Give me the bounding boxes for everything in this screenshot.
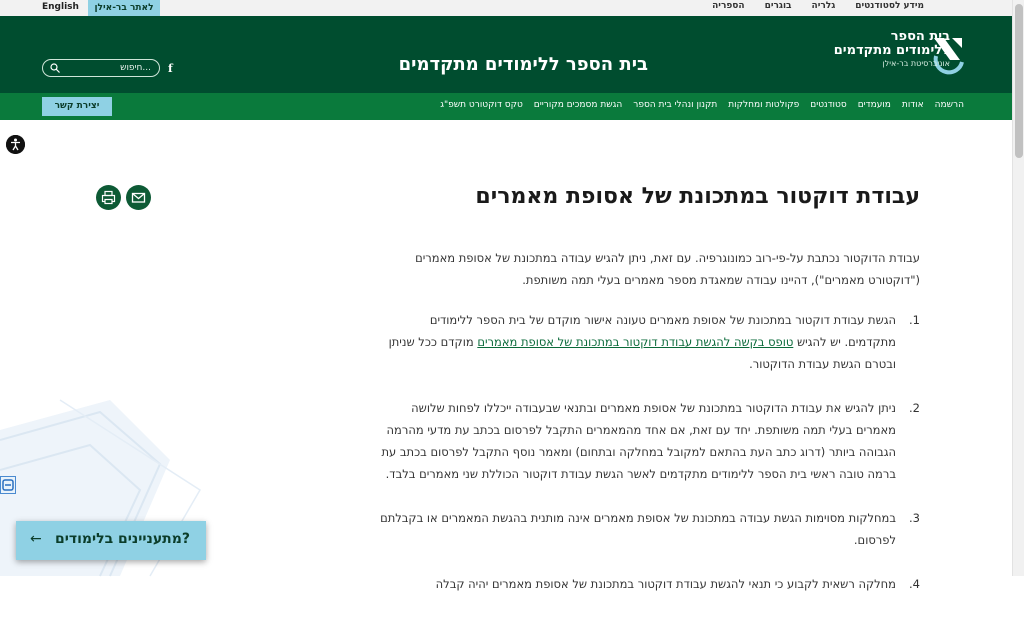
list-item bbox=[380, 309, 920, 375]
top-links bbox=[712, 1, 924, 11]
print-button[interactable] bbox=[96, 185, 121, 210]
header-title: בית הספר ללימודים מתקדמים bbox=[398, 54, 648, 75]
top-link-alumni[interactable]: בוגרים bbox=[764, 1, 792, 11]
nav-items bbox=[440, 100, 964, 110]
list-item-text: ניתן להגיש את עבודת הדוקטור במתכונת של אסופת מאמרים ובתנאי שבעבודה ייכללו לפחות שלושה מאמרים בעלי תמה משותפת. יחד עם זאת, אם אחד מהמאמרים התקבל לפרסום בכתב עת מדעי מהרמה הגבוהה ביותר (דרוג כתב העת בהתאם למקובל במחלקה ובתחום) ומאמר נוסף התקבל לפרסום בכתב עת ברמה טובה ראשי בית הספר ללימודים מתקדמים לאשר הגשת עבודת דוקטור הכוללת שני מאמרים בלבד. bbox=[381, 401, 896, 481]
list-item-number: 3. bbox=[909, 511, 920, 525]
logo-text[interactable] bbox=[834, 30, 950, 70]
search-box bbox=[42, 59, 160, 77]
page-scrollbar[interactable] bbox=[1012, 0, 1024, 576]
contact-button[interactable]: יצירת קשר bbox=[42, 97, 112, 116]
list-item-number: 1. bbox=[909, 313, 920, 327]
top-link-library[interactable]: הספריה bbox=[712, 1, 745, 11]
main-nav bbox=[0, 93, 1012, 120]
envelope-icon bbox=[126, 185, 151, 210]
interest-in-studies-button[interactable] bbox=[16, 521, 206, 560]
nav-item-students[interactable]: סטודנטים bbox=[810, 100, 847, 110]
list-item bbox=[380, 397, 920, 485]
request-form-link[interactable]: טופס בקשה להגשת עבודת דוקטור במתכונת של אסופת מאמרים bbox=[477, 335, 794, 349]
bar-ilan-site-button[interactable]: לאתר בר-אילן bbox=[88, 0, 160, 16]
logo-line-2: ללימודים מתקדמים bbox=[833, 43, 950, 58]
list-item bbox=[380, 573, 920, 595]
nav-item-registration[interactable]: הרשמה bbox=[934, 100, 964, 110]
printer-icon bbox=[96, 185, 121, 210]
share-email-button[interactable] bbox=[126, 185, 151, 210]
arrow-left-icon: ← bbox=[30, 531, 42, 547]
logo-line-1: בית הספר bbox=[890, 29, 950, 44]
article-content bbox=[380, 247, 920, 617]
list-item-text-after: מוקדם ככל שניתן ובטרם הגשת עבודת הדוקטור. bbox=[388, 335, 896, 371]
top-link-gallery[interactable]: גלריה bbox=[811, 1, 836, 11]
nav-item-original-documents[interactable]: הגשת מסמכים מקוריים bbox=[533, 100, 623, 110]
nav-item-regulations[interactable]: תקנון ונהלי בית הספר bbox=[633, 100, 718, 110]
article-intro: עבודת הדוקטור נכתבת על-פי-רוב כמונוגרפיה. עם זאת, ניתן להגיש עבודה במתכונת של אסופת מאמרים ("דוקטורט מאמרים"), דהיינו עבודה שמאגדת מספר מאמרים בעלי תמה משותפת. bbox=[415, 251, 920, 287]
top-utility-bar bbox=[0, 0, 1012, 16]
scrollbar-thumb[interactable] bbox=[1015, 4, 1023, 158]
side-widget-tab[interactable] bbox=[0, 476, 16, 494]
nav-item-candidates[interactable]: מועמדים bbox=[857, 100, 891, 110]
interest-label: מתעניינים בלימודים? bbox=[55, 531, 190, 547]
list-item-text: מחלקה רשאית לקבוע כי תנאי להגשת עבודת דוקטור במתכונת של אסופת מאמרים יהיה קבלה bbox=[435, 577, 896, 591]
search-input[interactable] bbox=[61, 61, 151, 75]
language-switch-english[interactable]: English bbox=[42, 2, 79, 12]
nav-item-phd-ceremony[interactable]: טקס דוקטורט תשפ"ג bbox=[440, 100, 523, 110]
list-item-number: 2. bbox=[909, 401, 920, 415]
page-title: עבודת דוקטור במתכונת של אסופת מאמרים bbox=[475, 184, 920, 209]
logo-line-3: אוניברסיטת בר-אילן bbox=[882, 59, 950, 68]
facebook-icon[interactable]: f bbox=[168, 62, 173, 75]
search-icon[interactable] bbox=[50, 63, 60, 73]
widget-icon bbox=[1, 477, 15, 493]
nav-item-faculties[interactable]: פקולטות ומחלקות bbox=[728, 100, 800, 110]
article-list bbox=[380, 309, 920, 595]
list-item-number: 4. bbox=[909, 577, 920, 591]
nav-item-about[interactable]: אודות bbox=[901, 100, 924, 110]
list-item-text-before: הגשת עבודת דוקטור במתכונת של אסופת מאמרים טעונה אישור מוקדם של בית הספר ללימודים מתקדמים. יש להגיש bbox=[429, 313, 896, 349]
site-header bbox=[0, 16, 1012, 93]
list-item-text: במחלקות מסוימות הגשת עבודה במתכונת של אסופת מאמרים אינה מותנית בהגשת המאמרים או בקבלתם לפרסום. bbox=[380, 511, 896, 547]
list-item bbox=[380, 507, 920, 551]
top-link-students-info[interactable]: מידע לסטודנטים bbox=[855, 1, 924, 11]
accessibility-icon[interactable] bbox=[6, 135, 25, 154]
